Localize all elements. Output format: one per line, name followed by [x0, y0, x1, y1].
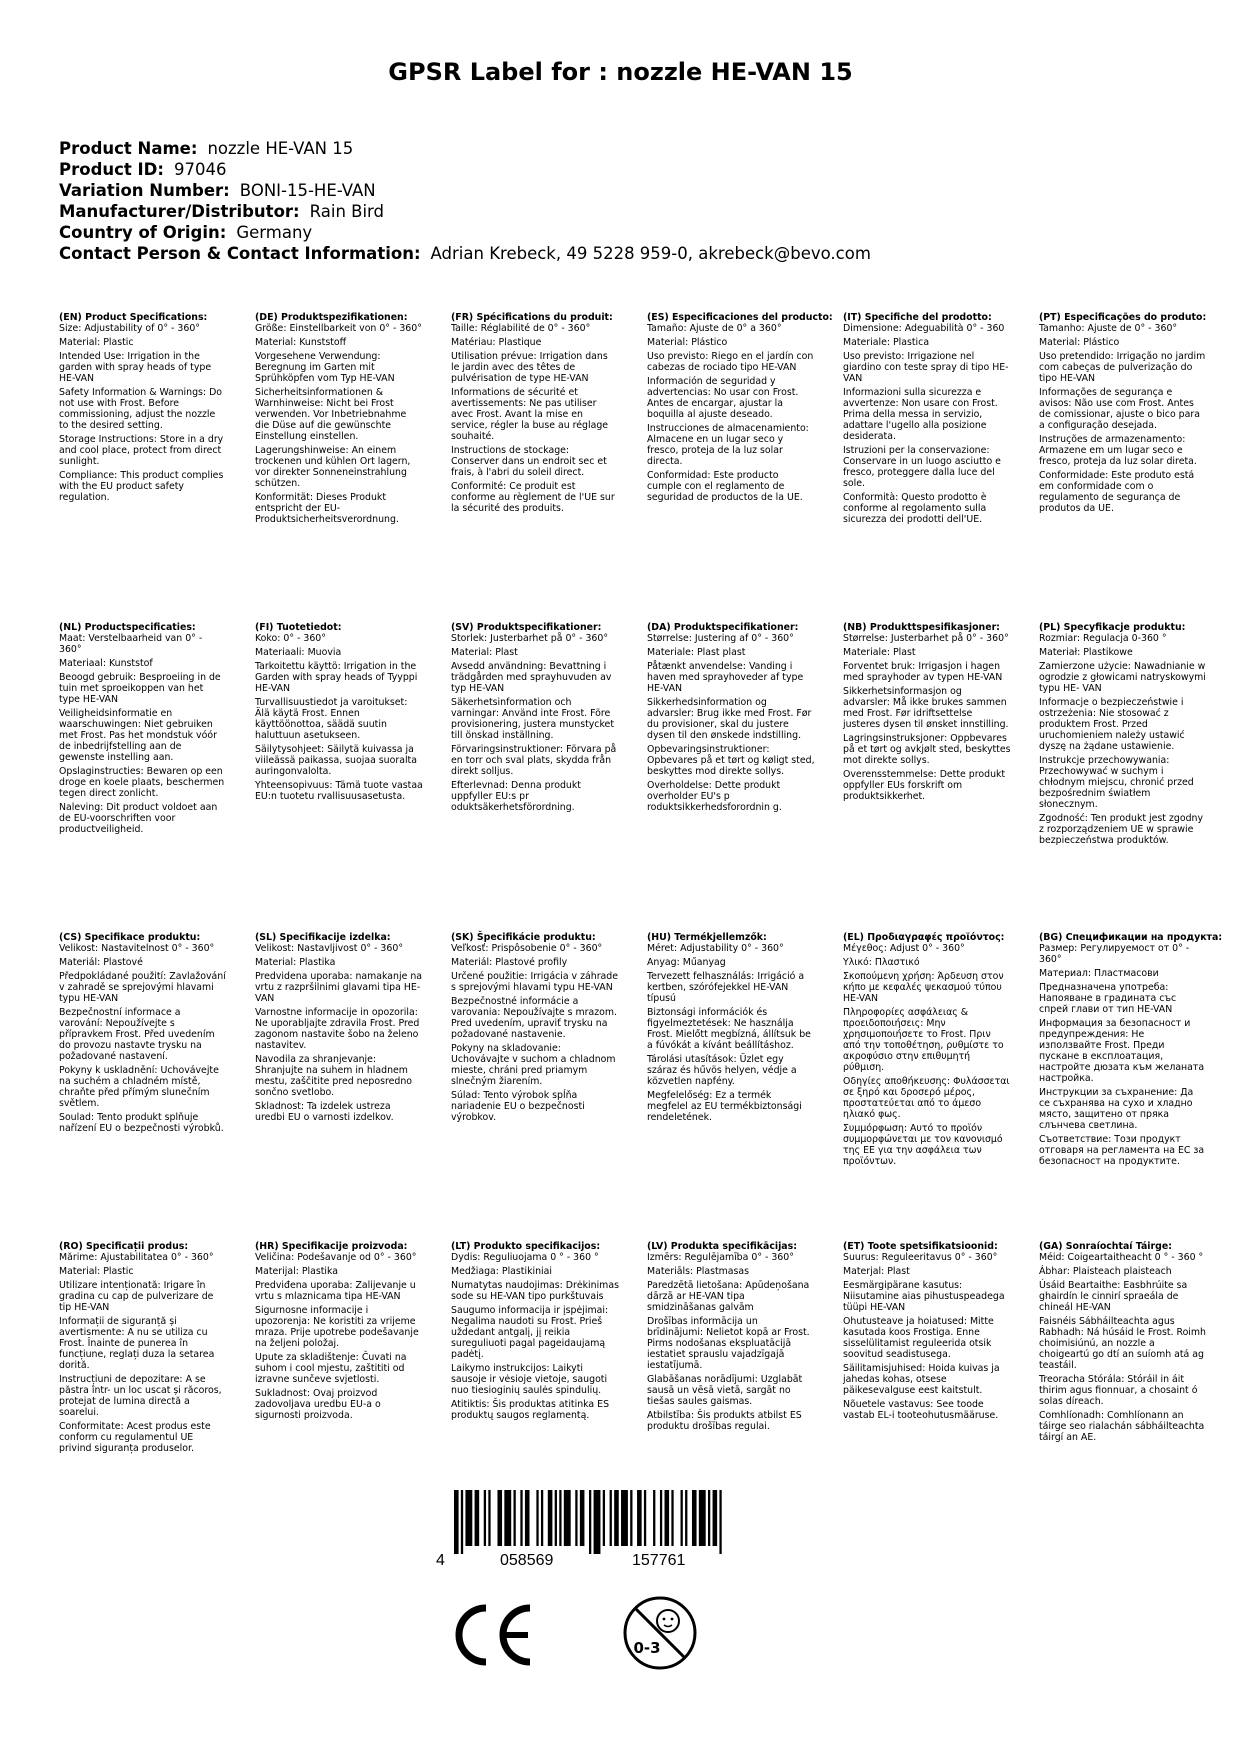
spec-block: [843, 622, 1011, 805]
barcode-bar: [637, 1490, 642, 1546]
spec-line: Paredzētā lietošana: Apūdeņošana dārzā ar HE-VAN tipa smidzināšanas galvām: [647, 1280, 810, 1313]
barcode-bar: [610, 1490, 612, 1546]
barcode-bar: [665, 1490, 670, 1546]
barcode-bar: [685, 1490, 687, 1546]
spec-line: Varnostne informacije in opozorila: Ne uporabljajte zdravila Frost. Pred zagonom nastavite šobo na želeno nastavitev.: [255, 1007, 420, 1051]
spec-line: Drošības informācija un brīdinājumi: Nelietot kopā ar Frost. Pirms nodošanas ekspluatācijā iestatiet sprauslu vajadzīgajā iestatījumā.: [647, 1316, 810, 1371]
barcode-bar: [525, 1490, 530, 1546]
spec-line: Zgodność: Ten produkt jest zgodny z rozporządzeniem UE w sprawie bezpieczeństwa produktów.: [1039, 813, 1204, 846]
barcode-bar: [541, 1490, 543, 1546]
spec-line: Anyag: Műanyag: [647, 957, 726, 968]
spec-line: Saugumo informacija ir įspėjimai: Negalima naudoti su Frost. Prieš uždedant antgalį, jį reikia sureguliuoti pagal pageidaujamą padėtį.: [451, 1305, 609, 1360]
spec-line: Material: Plastic: [59, 337, 134, 348]
barcode-bar: [504, 1490, 511, 1546]
spec-line: Velikost: Nastavljivost 0° - 360°: [255, 943, 404, 954]
spec-line: Größe: Einstellbarkeit von 0° - 360°: [255, 323, 422, 334]
spec-heading: (NL) Productspecificaties:: [59, 622, 196, 633]
spec-line: Soulad: Tento produkt splňuje nařízení EU o bezpečnosti výrobků.: [59, 1112, 224, 1134]
barcode-first-digit: 4: [436, 1552, 445, 1569]
spec-block: [843, 312, 1011, 528]
spec-line: Faisnéis Sábháilteachta agus Rabhadh: Ná húsáid le Frost. Roimh choimisiúnú, an nozzle a choigeartú go dtí an suíomh atá ag teastáil.: [1039, 1316, 1206, 1371]
spec-line: Matériau: Plastique: [451, 337, 542, 348]
spec-line: Materijal: Plastika: [255, 1266, 339, 1277]
barcode-bar: [575, 1490, 577, 1546]
barcode-group-left: 058569: [500, 1552, 554, 1569]
spec-line: Informações de segurança e avisos: Não use com Frost. Antes de comissionar, ajuste o bico para a configuração desejada.: [1039, 387, 1200, 431]
barcode-bars: [454, 1490, 724, 1554]
spec-line: Materiał: Plastikowe: [1039, 647, 1133, 658]
info-value: Rain Bird: [309, 202, 385, 221]
spec-heading: (PL) Specyfikacje produktu:: [1039, 622, 1186, 633]
spec-line: Súlad: Tento výrobok spĺňa nariadenie EU o bezpečnosti výrobkov.: [451, 1090, 585, 1123]
spec-heading: (DA) Produktspecifikationer:: [647, 622, 799, 633]
barcode-bar: [644, 1490, 646, 1546]
spec-line: Tarkoitettu käyttö: Irrigation in the Garden with spray heads of Tyyppi HE-VAN: [255, 661, 418, 694]
barcode-bar: [630, 1490, 632, 1546]
spec-line: Navodila za shranjevanje: Shranjujte na suhem in hladnem mestu, zaščitite pred neposredno sončno svetlobo.: [255, 1054, 412, 1098]
info-value: Adrian Krebeck, 49 5228 959-0, akrebeck@bevo.com: [430, 244, 871, 263]
barcode-bar: [603, 1490, 605, 1546]
spec-block: [451, 932, 619, 1126]
spec-line: Dimensione: Adeguabilità 0° - 360: [843, 323, 1005, 334]
spec-line: Instrukcje przechowywania: Przechowywać w suchym i chłodnym miejscu, chronić przed bezpośrednim światłem słonecznym.: [1039, 755, 1194, 810]
spec-heading: (DE) Produktspezifikationen:: [255, 312, 408, 323]
spec-line: Sikkerhedsinformation og advarsler: Brug ikke med Frost. Før du provisioner, skal du justere dysen til den ønskede indstilling.: [647, 697, 812, 741]
spec-line: Sicherheitsinformationen & Warnhinweise: Nicht bei Frost verwenden. Vor Inbetriebnahme die Düse auf die gewünschte Einstellung einstellen.: [255, 387, 407, 442]
spec-block: [647, 1241, 815, 1435]
spec-line: Yhteensopivuus: Tämä tuote vastaa EU:n tuotetu rvallisuusasetusta.: [255, 780, 423, 802]
spec-line: Materiale: Plastica: [843, 337, 930, 348]
spec-line: Uso pretendido: Irrigação no jardim com cabeças de pulverização do tipo HE-VAN: [1039, 351, 1206, 384]
spec-line: Veiligheidsinformatie en waarschuwingen: Niet gebruiken met Frost. Pas het mondstuk vóór de inbedrijfstelling aan de gewenste instelling aan.: [59, 708, 217, 763]
spec-block: [451, 312, 619, 517]
ce-mark-icon: [450, 1600, 534, 1670]
spec-line: Skladnost: Ta izdelek ustreza uredbi EU o varnosti izdelkov.: [255, 1101, 394, 1123]
spec-line: Informations de sécurité et avertissements: Ne pas utiliser avec Frost. Avant la mise en service, régler la buse au réglage souhaité.: [451, 387, 609, 442]
spec-line: Pokyny k uskladnění: Uchovávejte na suchém a chladném místě, chraňte před přímým slunečním světlem.: [59, 1065, 219, 1109]
info-label: Manufacturer/Distributor:: [59, 202, 300, 221]
spec-line: Compliance: This product complies with the EU product safety regulation.: [59, 470, 224, 503]
info-label: Contact Person & Contact Information:: [59, 244, 421, 263]
spec-line: Turvallisuustiedot ja varoitukset: Älä käytä Frost. Ennen käyttöönottoa, säädä suutin haluttuun asetukseen.: [255, 697, 408, 741]
spec-heading: (IT) Specifiche del prodotto:: [843, 312, 992, 323]
spec-line: Materjal: Plast: [843, 1266, 910, 1277]
spec-row: [59, 932, 1239, 1242]
spec-line: Opslaginstructies: Bewaren op een droge en koele plaats, beschermen tegen direct zonlicht.: [59, 766, 225, 799]
barcode-bar: [513, 1490, 515, 1546]
spec-line: Vorgesehene Verwendung: Beregnung im Garten mit Sprühköpfen vom Typ HE-VAN: [255, 351, 395, 384]
spec-block: [59, 622, 227, 838]
spec-line: Инструкции за съхранение: Да се съхранява на сухо и хладно място, защитено от пряка слънчева светлина.: [1039, 1087, 1194, 1131]
spec-line: Veličina: Podešavanje od 0° - 360°: [255, 1252, 417, 1263]
spec-line: Rozmiar: Regulacja 0-360 °: [1039, 633, 1167, 644]
spec-line: Uso previsto: Riego en el jardín con cabezas de rociado tipo HE-VAN: [647, 351, 814, 373]
barcode-bar: [719, 1490, 721, 1554]
spec-line: Conformidade: Este produto está em conformidade com o regulamento de segurança de produtos da UE.: [1039, 470, 1195, 514]
spec-line: Určené použitie: Irrigácia v záhrade s sprejovými hlavami typu HE-VAN: [451, 971, 619, 993]
barcode-bar: [614, 1490, 619, 1546]
spec-line: Material: Plástico: [647, 337, 728, 348]
spec-line: Veľkosť: Prispôsobenie 0° - 360°: [451, 943, 603, 954]
spec-line: Размер: Регулируемост от 0° - 360°: [1039, 943, 1190, 965]
spec-line: Materiāls: Plastmasas: [647, 1266, 750, 1277]
spec-line: Instrucțiuni de depozitare: A se păstra într- un loc uscat și răcoros, protejat de lumina directă a soarelui.: [59, 1374, 222, 1418]
spec-line: Atitiktis: Šis produktas atitinka ES produktų saugos reglamentą.: [451, 1399, 610, 1421]
spec-heading: (LV) Produkta specifikācijas:: [647, 1241, 797, 1252]
spec-block: [59, 1241, 227, 1457]
spec-heading: (CS) Specifikace produktu:: [59, 932, 201, 943]
spec-line: Efterlevnad: Denna produkt uppfyller EU:s pr oduktsäkerhetsförordning.: [451, 780, 581, 813]
spec-line: Предназначена употреба: Напояване в градината със спрей глави от тип HE-VAN: [1039, 982, 1177, 1015]
spec-heading: (NB) Produkttspesifikasjoner:: [843, 622, 1000, 633]
spec-heading: (HR) Specifikacije proizvoda:: [255, 1241, 408, 1252]
spec-line: Instrucciones de almacenamiento: Almacene en un lugar seco y fresco, proteja de la luz solar directa.: [647, 423, 809, 467]
spec-line: Eesmärgipärane kasutus: Niisutamine aias pihustuspeadega tüüpi HE-VAN: [843, 1280, 1005, 1313]
spec-block: [59, 932, 227, 1137]
spec-line: Nõuetele vastavus: See toode vastab EL-i tooteohutusmääruse.: [843, 1399, 999, 1421]
spec-line: Material: Plastic: [59, 1266, 134, 1277]
spec-block: [647, 932, 815, 1126]
age-warning-0-3-icon: [622, 1595, 698, 1671]
spec-line: Οδηγίες αποθήκευσης: Φυλάσσεται σε ξηρό και δροσερό μέρος, προστατεύεται από το άμεσο ηλιακό φως.: [843, 1076, 1010, 1120]
spec-block: [451, 622, 619, 816]
spec-line: Tamanho: Ajuste de 0° - 360°: [1039, 323, 1178, 334]
spec-block: [451, 1241, 619, 1424]
spec-block: [255, 932, 423, 1126]
spec-line: Størrelse: Justering af 0° - 360°: [647, 633, 794, 644]
spec-line: Información de seguridad y advertencias: No usar con Frost. Antes de encargar, ajustar la boquilla al ajuste deseado.: [647, 376, 799, 420]
spec-line: Conformité: Ce produit est conforme au règlement de l'UE sur la sécurité des produits.: [451, 481, 615, 514]
spec-line: Materiál: Plastové: [59, 957, 143, 968]
spec-line: Conformitate: Acest produs este conform cu regulamentul UE privind siguranța produselor.: [59, 1421, 211, 1454]
spec-line: Konformität: Dieses Produkt entspricht der EU-Produktsicherheitsverordnung.: [255, 492, 399, 525]
spec-line: Safety Information & Warnings: Do not use with Frost. Before commissioning, adjust the nozzle to the desired setting.: [59, 387, 223, 431]
spec-line: Säkerhetsinformation och varningar: Använd inte Frost. Före provisionering, justera munstycket till önskad inställning.: [451, 697, 615, 741]
spec-block: [1039, 1241, 1207, 1446]
info-label: Country of Origin:: [59, 223, 227, 242]
spec-block: [647, 622, 815, 816]
spec-line: Pokyny na skladovanie: Uchovávajte v suchom a chladnom mieste, chráni pred priamym slnečným žiarením.: [451, 1043, 616, 1087]
spec-line: Izmērs: Regulējamība 0° - 360°: [647, 1252, 794, 1263]
spec-line: Opbevaringsinstruktioner: Opbevares på et tørt og køligt sted, beskyttes mod direkte sollys.: [647, 744, 815, 777]
spec-line: Storage Instructions: Store in a dry and cool place, protect from direct sunlight.: [59, 434, 224, 467]
spec-line: Zamierzone użycie: Nawadnianie w ogrodzie z głowicami natryskowymi typu HE- VAN: [1039, 661, 1206, 694]
spec-line: Material: Plastika: [255, 957, 336, 968]
spec-line: Συμμόρφωση: Αυτό το προϊόν συμμορφώνεται με τον κανονισμό της ΕΕ για την ασφάλεια των προϊόντων.: [843, 1123, 1003, 1167]
barcode-bar: [497, 1490, 502, 1546]
spec-heading: (PT) Especificações do produto:: [1039, 312, 1207, 323]
product-info: [59, 138, 871, 264]
spec-line: Treoracha Stórála: Stóráil in áit thirim agus fionnuar, a chosaint ó solas díreach.: [1039, 1374, 1198, 1407]
spec-block: [255, 622, 423, 805]
spec-line: Suurus: Reguleeritavus 0° - 360°: [843, 1252, 998, 1263]
spec-line: Material: Plástico: [1039, 337, 1120, 348]
spec-heading: (FI) Tuotetiedot:: [255, 622, 342, 633]
spec-heading: (BG) Спецификации на продукта:: [1039, 932, 1223, 943]
barcode-bar: [488, 1490, 490, 1546]
barcode-bar: [660, 1490, 662, 1546]
spec-line: Bezpečnostní informace a varování: Nepoužívejte s přípravkem Frost. Před uvedením do provozu nastavte trysku na požadované nastavení.: [59, 1007, 215, 1062]
spec-line: Forventet bruk: Irrigasjon i hagen med sprayhoder av typen HE-VAN: [843, 661, 1003, 683]
spec-line: Ábhar: Plaisteach plaisteach: [1039, 1266, 1172, 1277]
barcode-bar: [564, 1490, 571, 1546]
spec-line: Sukladnost: Ovaj proizvod zadovoljava uredbu EU-a o sigurnosti proizvoda.: [255, 1388, 381, 1421]
spec-line: Съответствие: Този продукт отговаря на регламента на ЕС за безопасност на продуктите.: [1039, 1134, 1205, 1167]
spec-line: Atbilstība: Šis produkts atbilst ES produktu drošības regulai.: [647, 1410, 802, 1432]
spec-line: Σκοπούμενη χρήση: Άρδευση στον κήπο με κεφαλές ψεκασμού τύπου HE-VAN: [843, 971, 1004, 1004]
info-value: 97046: [173, 160, 227, 179]
spec-heading: (SV) Produktspecifikationer:: [451, 622, 602, 633]
spec-line: Sigurnosne informacije i upozorenja: Ne koristiti za vrijeme mraza. Prije upotrebe podešavanje na željeni položaj.: [255, 1305, 419, 1349]
spec-line: Materiale: Plast plast: [647, 647, 746, 658]
spec-line: Tervezett felhasználás: Irrigáció a kertben, szórófejekkel HE-VAN típusú: [647, 971, 805, 1004]
spec-line: Predvidena uporaba: namakanje na vrtu z razpršilnimi glavami tipa HE-VAN: [255, 971, 423, 1004]
spec-line: Lagringsinstruksjoner: Oppbevares på et tørt og avkjølt sted, beskyttes mot direkte sollys.: [843, 733, 1011, 766]
spec-line: Koko: 0° - 360°: [255, 633, 326, 644]
spec-line: Size: Adjustability of 0° - 360°: [59, 323, 200, 334]
barcode-bar: [653, 1490, 655, 1546]
spec-line: Maat: Verstelbaarheid van 0° - 360°: [59, 633, 203, 655]
spec-line: Säilytysohjeet: Säilytä kuivassa ja viileässä paikassa, suojaa suoralta auringonvalolta.: [255, 744, 417, 777]
barcode-bar: [461, 1490, 463, 1554]
spec-line: Υλικό: Πλαστικό: [843, 957, 920, 968]
spec-heading: (EL) Προδιαγραφές προϊόντος:: [843, 932, 1005, 943]
spec-heading: (GA) Sonraíochtaí Táirge:: [1039, 1241, 1172, 1252]
spec-line: Materiale: Plast: [843, 647, 916, 658]
barcode-bar: [671, 1490, 673, 1546]
spec-block: [59, 312, 227, 506]
info-product-name: [59, 138, 871, 159]
spec-line: Säilitamisjuhised: Hoida kuivas ja jahedas kohas, otsese päikesevalguse eest kaitstult.: [843, 1363, 1000, 1396]
spec-line: Conformidad: Este producto cumple con el reglamento de seguridad de productos de la UE.: [647, 470, 803, 503]
info-product-id: [59, 159, 871, 180]
barcode-group-right: 157761: [632, 1552, 686, 1569]
age-range-label: 0-3: [633, 1639, 661, 1657]
spec-line: Informazioni sulla sicurezza e avvertenze: Non usare con Frost. Prima della messa in servizio, adattare l'ugello alla posizione desiderata.: [843, 387, 998, 442]
spec-line: Naleving: Dit product voldoet aan de EU-voorschriften voor productveiligheid.: [59, 802, 218, 835]
barcode-bar: [589, 1490, 591, 1554]
barcode-bar: [520, 1490, 522, 1546]
spec-line: Instructions de stockage: Conserver dans un endroit sec et frais, à l'abri du soleil direct.: [451, 445, 607, 478]
info-contact: [59, 243, 871, 264]
spec-heading: (SK) Špecifikácie produktu:: [451, 932, 596, 943]
spec-line: Informații de siguranță și avertismente: A nu se utiliza cu Frost. Înainte de punerea în funcțiune, reglați duza la setarea dorită.: [59, 1316, 215, 1371]
spec-block: [255, 312, 423, 528]
spec-row: [59, 622, 1239, 932]
ean-barcode: [436, 1490, 766, 1570]
barcode-bar: [580, 1490, 585, 1546]
spec-heading: (RO) Specificații produs:: [59, 1241, 189, 1252]
spec-line: Predviđena uporaba: Zalijevanje u vrtu s mlaznicama tipa HE-VAN: [255, 1280, 416, 1302]
spec-line: Tamaño: Ajuste de 0° a 360°: [647, 323, 782, 334]
spec-block: [843, 1241, 1011, 1424]
spec-line: Comhlíonadh: Comhlíonann an táirge seo rialachán sábháilteachta táirgí an AE.: [1039, 1410, 1205, 1443]
barcode-bar: [681, 1490, 683, 1546]
spec-line: Μέγεθος: Adjust 0° - 360°: [843, 943, 965, 954]
spec-line: Úsáid Beartaithe: Easbhrúite sa ghairdín le cinnirí spraeála de chineál HE-VAN: [1039, 1280, 1188, 1313]
spec-line: Předpokládané použití: Zavlažování v zahradě se sprejovými hlavami typu HE-VAN: [59, 971, 226, 1004]
spec-line: Ohutusteave ja hoiatused: Mitte kasutada koos Frostiga. Enne sisselülitamist reguleerida otsik soovitud seadistusega.: [843, 1316, 994, 1360]
spec-line: Bezpečnostné informácie a varovania: Nepoužívajte s mrazom. Pred uvedením, upraviť trysku na požadované nastavenie.: [451, 996, 618, 1040]
spec-line: Intended Use: Irrigation in the garden with spray heads of type HE-VAN: [59, 351, 212, 384]
info-label: Variation Number:: [59, 181, 230, 200]
spec-line: Overholdelse: Dette produkt overholder EU's p roduktsikkerhedsforordnin g.: [647, 780, 782, 813]
spec-line: Avsedd användning: Bevattning i trädgården med sprayhuvuden av typ HE-VAN: [451, 661, 612, 694]
spec-line: Dydis: Reguliuojama 0 ° - 360 °: [451, 1252, 599, 1263]
spec-line: Méret: Adjustability 0° - 360°: [647, 943, 784, 954]
spec-heading: (EN) Product Specifications:: [59, 312, 208, 323]
spec-line: Størrelse: Justerbarhet på 0° - 360°: [843, 633, 1009, 644]
spec-line: Материал: Пластмасови: [1039, 968, 1159, 979]
info-value: Germany: [236, 223, 313, 242]
info-value: nozzle HE-VAN 15: [207, 139, 354, 158]
barcode-bar: [548, 1490, 553, 1546]
spec-line: Numatytas naudojimas: Drėkinimas sode su HE-VAN tipo purkštuvais: [451, 1280, 619, 1302]
spec-line: Biztonsági információk és figyelmeztetések: Ne használja Frost. Mielőtt megbízná, állítsuk be a fúvókát a kívánt beállításhoz.: [647, 1007, 811, 1051]
spec-line: Lagerungshinweise: An einem trockenen und kühlen Ort lagern, vor direkter Sonneneinstrahlung schützen.: [255, 445, 411, 489]
barcode-bar: [699, 1490, 706, 1546]
spec-line: Méid: Coigeartaitheacht 0 ° - 360 °: [1039, 1252, 1204, 1263]
barcode-bar: [713, 1490, 718, 1546]
barcode-bar: [454, 1490, 459, 1554]
spec-block: [1039, 622, 1207, 849]
spec-heading: (FR) Spécifications du produit:: [451, 312, 613, 323]
spec-heading: (ES) Especificaciones del producto:: [647, 312, 833, 323]
spec-line: Velikost: Nastavitelnost 0° - 360°: [59, 943, 215, 954]
barcode-bar: [475, 1490, 480, 1546]
spec-line: Materiaal: Kunststof: [59, 658, 153, 669]
info-variation-number: [59, 180, 871, 201]
spec-line: Taille: Réglabilité de 0° - 360°: [451, 323, 591, 334]
barcode-bar: [708, 1490, 710, 1546]
barcode-bar: [484, 1490, 486, 1546]
barcode-bar: [594, 1490, 601, 1554]
spec-line: Πληροφορίες ασφάλειας & προειδοποιήσεις: Μην χρησιμοποιήσετε το Frost. Πριν από την τοποθέτηση, ρυθμίστε το ακροφύσιο στην επιθυμητή ρύθμιση.: [843, 1007, 1004, 1073]
info-country-of-origin: [59, 222, 871, 243]
info-value: BONI-15-HE-VAN: [239, 181, 376, 200]
spec-line: Conformità: Questo prodotto è conforme al regolamento sulla sicurezza dei prodotti dell'UE.: [843, 492, 987, 525]
spec-line: Uso previsto: Irrigazione nel giardino con teste spray di tipo HE-VAN: [843, 351, 1009, 384]
spec-block: [1039, 932, 1223, 1170]
spec-line: Utilizare intenționată: Irigare în gradina cu cap de pulverizare de tip HE-VAN: [59, 1280, 214, 1313]
barcode-bar: [559, 1490, 561, 1546]
page-title: GPSR Label for : nozzle HE-VAN 15: [388, 58, 853, 86]
spec-line: Beoogd gebruik: Besproeiing in de tuin met sproeikoppen van het type HE-VAN: [59, 672, 221, 705]
spec-line: Overensstemmelse: Dette produkt oppfyller EUs forskrift om produktsikkerhet.: [843, 769, 1006, 802]
spec-line: Förvaringsinstruktioner: Förvara på en torr och sval plats, skydda från direkt solljus.: [451, 744, 617, 777]
spec-line: Utilisation prévue: Irrigation dans le jardin avec des têtes de pulvérisation de type HE-VAN: [451, 351, 608, 384]
spec-line: Информация за безопасност и предупреждения: Не използвайте Frost. Преди пускане в експлоатация, настройте дюзата към желаната настройка.: [1039, 1018, 1205, 1084]
spec-row: [59, 312, 1239, 622]
spec-line: Mărime: Ajustabilitatea 0° - 360°: [59, 1252, 214, 1263]
barcode-bar: [465, 1490, 472, 1546]
spec-line: Material: Plast: [451, 647, 518, 658]
spec-block: [843, 932, 1011, 1170]
spec-block: [1039, 312, 1207, 517]
spec-line: Påtænkt anvendelse: Vanding i haven med sprayhoveder af type HE-VAN: [647, 661, 804, 694]
info-manufacturer: [59, 201, 871, 222]
spec-line: Laikymo instrukcijos: Laikyti sausoje ir vėsioje vietoje, saugoti nuo tiesioginių saulės spindulių.: [451, 1363, 608, 1396]
spec-line: Materiaali: Muovia: [255, 647, 342, 658]
spec-line: Material: Kunststoff: [255, 337, 347, 348]
spec-line: Informacje o bezpieczeństwie i ostrzeżenia: Nie stosować z produktem Frost. Przed uruchomieniem należy ustawić dyszę na żądane ustawienie.: [1039, 697, 1185, 752]
info-label: Product ID:: [59, 160, 164, 179]
info-label: Product Name:: [59, 139, 198, 158]
barcode-bar: [555, 1490, 557, 1546]
barcode-bar: [536, 1490, 538, 1546]
spec-heading: (HU) Termékjellemzők:: [647, 932, 767, 943]
spec-block: [255, 1241, 423, 1424]
barcode-bar: [621, 1490, 628, 1546]
spec-heading: (ET) Toote spetsifikatsioonid:: [843, 1241, 998, 1252]
barcode-bar: [692, 1490, 697, 1546]
spec-line: Storlek: Justerbarhet på 0° - 360°: [451, 633, 609, 644]
spec-line: Upute za skladištenje: Čuvati na suhom i cool mjestu, zaštititi od izravne sunčeve svjetlosti.: [255, 1352, 407, 1385]
spec-line: Instruções de armazenamento: Armazene em um lugar seco e fresco, proteja da luz solar direta.: [1039, 434, 1197, 467]
spec-line: Megfelelőség: Ez a termék megfelel az EU termékbiztonsági rendeletének.: [647, 1090, 802, 1123]
spec-line: Istruzioni per la conservazione: Conservare in un luogo asciutto e fresco, proteggere dalla luce del sole.: [843, 445, 1001, 489]
spec-heading: (LT) Produkto specifikacijos:: [451, 1241, 601, 1252]
spec-line: Medžiaga: Plastikiniai: [451, 1266, 553, 1277]
spec-line: Materiál: Plastové profily: [451, 957, 568, 968]
spec-line: Sikkerhetsinformasjon og advarsler: Må ikke brukes sammen med Frost. Før idriftsettelse justeres dysen til ønsket innstilling.: [843, 686, 1009, 730]
spec-heading: (SL) Specifikacije izdelka:: [255, 932, 391, 943]
spec-line: Glabāšanas norādījumi: Uzglabāt sausā un vēsā vietā, sargāt no tiešas saules gaismas.: [647, 1374, 803, 1407]
spec-line: Tárolási utasítások: Üzlet egy száraz és hűvös helyen, védje a közvetlen napfény.: [647, 1054, 797, 1087]
spec-block: [647, 312, 833, 506]
